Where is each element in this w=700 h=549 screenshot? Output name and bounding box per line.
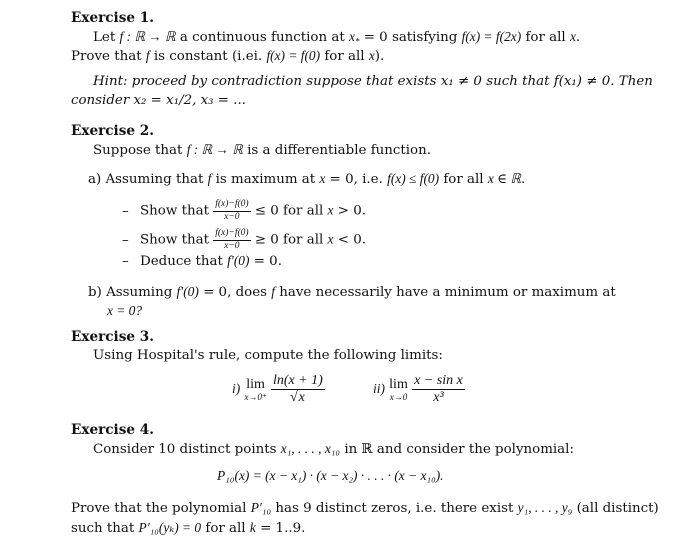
fraction-denominator xyxy=(271,390,325,405)
text: and consider the polynomial: xyxy=(372,442,574,457)
math: f xyxy=(207,171,212,186)
lim-subscript: x→0 xyxy=(389,391,408,402)
math: x xyxy=(319,171,326,186)
math: x xyxy=(569,29,576,44)
math: k xyxy=(249,520,256,535)
fraction-denominator: x³ xyxy=(433,390,444,405)
text: . xyxy=(575,30,581,45)
limit-label: ii) xyxy=(373,381,385,396)
text: Show that xyxy=(140,203,214,219)
text: in xyxy=(340,442,362,457)
math: x₁, . . . , x₁₀ xyxy=(280,441,341,456)
text: is constant (i.ei. xyxy=(149,49,267,64)
lim-subscript: x→0⁺ xyxy=(244,391,267,402)
text: = 0, does xyxy=(198,285,272,300)
difference-quotient-fraction xyxy=(213,200,250,222)
text: such that xyxy=(71,521,139,536)
text: Prove that xyxy=(71,49,146,64)
lim-operator xyxy=(389,378,408,402)
bullet-dash: – xyxy=(122,232,129,248)
exercise-2-intro xyxy=(93,141,431,160)
math: f′(0) xyxy=(176,284,199,299)
math: x xyxy=(368,48,375,63)
exercise-4-prove-line-2 xyxy=(71,519,305,538)
text: is a differentiable function. xyxy=(242,143,432,158)
exercise-1-hint-line-2: consider x₂ = x₁/2, x₃ = ... xyxy=(71,93,247,108)
exercise-2-part-b-line-1 xyxy=(88,283,616,302)
part-label: a) xyxy=(88,172,102,187)
math: f′(0) xyxy=(227,253,250,268)
math: x ∈ ℝ xyxy=(487,171,521,186)
math: P′₁₀ xyxy=(250,500,272,515)
text: Let xyxy=(93,30,120,45)
lim-word: lim xyxy=(389,376,408,392)
text: (all distinct) xyxy=(572,501,659,516)
polynomial-definition: P₁₀(x) = (x − x₁) · (x − x₂) · . . . · (x − x₁₀). xyxy=(217,468,444,483)
limit-1 xyxy=(232,374,325,405)
exercise-1-heading: Exercise 1. xyxy=(71,10,154,26)
lim-operator xyxy=(244,378,266,402)
subscript: * xyxy=(354,36,360,47)
exercise-3-heading: Exercise 3. xyxy=(71,329,154,345)
fraction-numerator: f(x)−f(0) xyxy=(213,229,250,241)
math: x xyxy=(327,231,334,247)
text: for all xyxy=(320,49,369,64)
difference-quotient-fraction xyxy=(213,229,250,251)
limit-2-fraction xyxy=(412,374,465,405)
limit-1-fraction xyxy=(271,374,325,405)
exercise-4-heading: Exercise 4. xyxy=(71,422,154,438)
text: = 0 satisfying xyxy=(359,30,462,45)
radicand: x xyxy=(298,390,305,405)
math: ℝ xyxy=(361,441,373,456)
text: ≥ 0 for all xyxy=(250,232,328,248)
text: has 9 distinct zeros, i.e. there exist xyxy=(271,501,518,516)
text: for all xyxy=(201,521,250,536)
text: = 0. xyxy=(249,254,282,269)
math: y₁, . . . , y₉ xyxy=(517,500,573,515)
exercise-2-part-a xyxy=(88,170,525,189)
fraction-denominator: x−0 xyxy=(224,211,240,222)
text: ≤ 0 for all xyxy=(250,203,328,219)
exercise-2-part-b-line-2: x = 0? xyxy=(107,303,143,318)
fraction-numerator: ln(x + 1) xyxy=(272,373,323,388)
math: f(x) = f(0) xyxy=(266,48,321,63)
text: have necessarily have a minimum or maximum at xyxy=(275,285,616,300)
fraction-numerator: f(x)−f(0) xyxy=(213,200,250,212)
math: f xyxy=(271,284,275,299)
text: is maximum at xyxy=(211,172,320,187)
text: Prove that the polynomial xyxy=(71,501,251,516)
exercise-2-bullet-1 xyxy=(122,200,366,222)
math: f : ℝ → ℝ xyxy=(119,29,176,44)
math: P′₁₀(yₖ) = 0 xyxy=(138,520,202,535)
limit-label: i) xyxy=(232,381,241,396)
text: for all xyxy=(439,172,488,187)
text: < 0. xyxy=(333,232,366,248)
text: = 0, i.e. xyxy=(325,172,388,187)
exercise-1-statement-line-2 xyxy=(71,47,384,66)
fraction-numerator: x − sin x xyxy=(414,373,463,388)
exercise-2-heading: Exercise 2. xyxy=(71,123,154,139)
text: = 1..9. xyxy=(255,521,306,536)
text: ). xyxy=(374,49,385,64)
exercise-2-bullet-2 xyxy=(122,229,366,251)
text: a continuous function at xyxy=(175,30,349,45)
math: f(x) ≤ f(0) xyxy=(387,171,440,186)
text: > 0. xyxy=(333,203,366,219)
lim-word: lim xyxy=(246,376,265,392)
math: f(x) = f(2x) xyxy=(461,29,522,44)
text: Assuming xyxy=(106,285,177,300)
math: x xyxy=(327,202,334,218)
text: Suppose that xyxy=(93,143,187,158)
text: for all xyxy=(521,30,570,45)
bullet-dash: – xyxy=(122,203,129,219)
exercise-2-bullet-3 xyxy=(122,252,282,271)
text: Consider 10 distinct points xyxy=(93,442,281,457)
text: Deduce that xyxy=(140,254,228,269)
text: Assuming that xyxy=(105,172,208,187)
math: f : ℝ → ℝ xyxy=(186,142,243,157)
exercise-4-prove-line-1 xyxy=(71,499,659,518)
exercise-1-hint-line-1: Hint: proceed by contradiction suppose that exists x₁ ≠ 0 such that f(x₁) ≠ 0. Then xyxy=(93,74,653,89)
text: . xyxy=(521,172,526,187)
exercise-3-intro: Using Hospital's rule, compute the following limits: xyxy=(93,348,443,363)
limit-2 xyxy=(373,374,465,405)
exercise-4-intro xyxy=(93,440,574,459)
text: Show that xyxy=(140,232,214,248)
square-root: √x xyxy=(289,390,305,405)
fraction-denominator: x−0 xyxy=(224,240,240,251)
math: x xyxy=(348,29,355,44)
math: f xyxy=(145,48,150,63)
part-label: b) xyxy=(88,285,102,300)
bullet-dash: – xyxy=(122,254,129,269)
